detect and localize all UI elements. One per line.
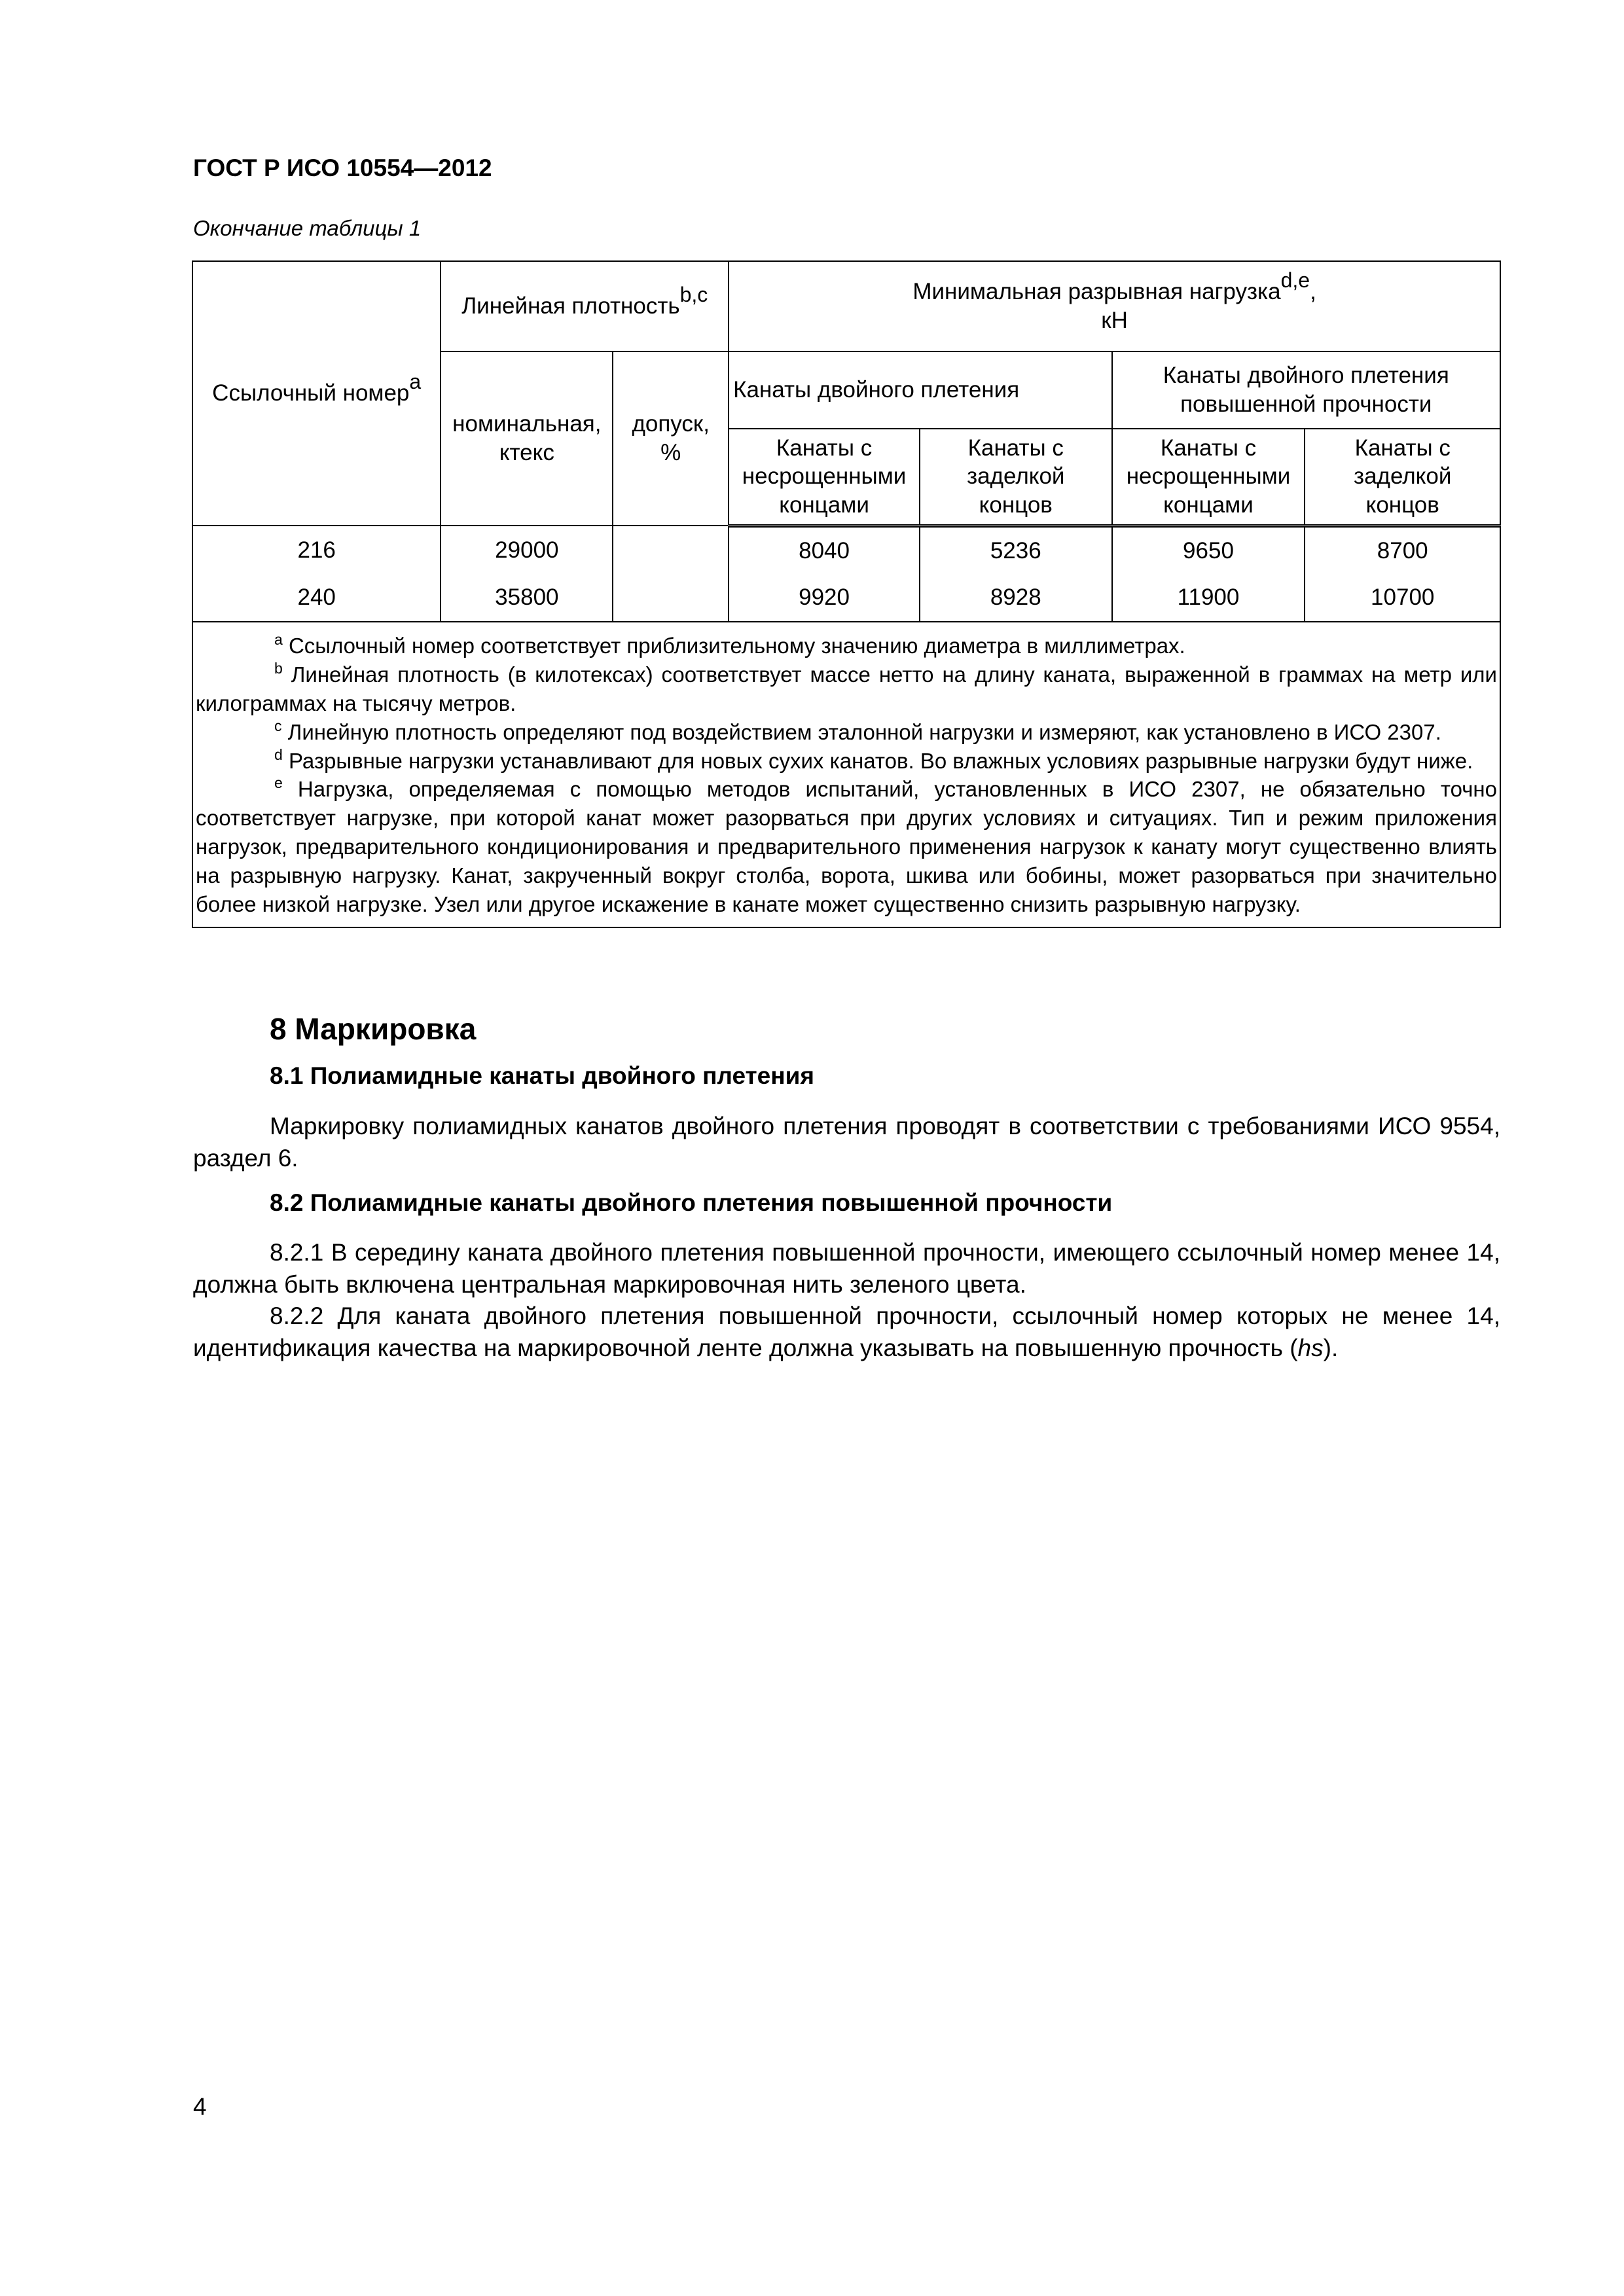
paragraph-8-2-2-end: ). — [1323, 1334, 1339, 1361]
hs-terminated-l2: заделкой — [1354, 463, 1452, 490]
db-unspliced-header — [729, 429, 920, 526]
linear-density-footnote-mark: b,c — [679, 283, 708, 307]
cell-tolerance — [613, 574, 729, 622]
table-note — [196, 718, 1497, 747]
cell-hs-unspliced: 9650 — [1112, 526, 1305, 574]
cell-db-unspliced: 8040 — [729, 526, 920, 574]
nominal-label: номинальная, — [452, 411, 602, 437]
min-break-load-footnote-mark: d,e — [1280, 268, 1310, 293]
rope-spec-table — [192, 260, 1501, 928]
paragraph-8-2-1: 8.2.1 В середину каната двойного плетения повышенной прочности, имеющего ссылочный номер менее 14, должна быть включена центральная маркировочная нить зеленого цвета. — [193, 1239, 1500, 1298]
table-note — [196, 747, 1497, 776]
hs-unspliced-l2: несрощенными — [1126, 463, 1291, 490]
double-braid-hs-header — [1112, 351, 1500, 429]
page-number: 4 — [193, 2093, 207, 2120]
hs-abbreviation: hs — [1297, 1334, 1324, 1361]
note-mark: d — [274, 745, 283, 763]
table-row — [192, 574, 1500, 622]
ref-number-label: Ссылочный номер — [212, 380, 410, 406]
table-note — [196, 632, 1497, 660]
hs-terminated-header — [1305, 429, 1500, 526]
nominal-header — [441, 351, 613, 526]
note-mark: b — [274, 659, 283, 677]
min-break-load-label: Минимальная разрывная нагрузка — [912, 279, 1281, 305]
section-title: 8 Маркировка — [270, 1012, 477, 1046]
double-braid-hs-line2: повышенной прочности — [1180, 391, 1432, 417]
hs-unspliced-header — [1112, 429, 1305, 526]
table-notes — [192, 622, 1500, 927]
cell-db-unspliced: 9920 — [729, 574, 920, 622]
document-header: ГОСТ Р ИСО 10554—2012 — [193, 154, 492, 181]
cell-hs-terminated: 8700 — [1305, 526, 1500, 574]
cell-nominal: 29000 — [441, 526, 613, 574]
linear-density-label: Линейная плотность — [461, 293, 680, 319]
cell-ref: 240 — [192, 574, 441, 622]
ref-number-footnote-mark: a — [409, 370, 422, 394]
cell-nominal: 35800 — [441, 574, 613, 622]
tolerance-label: допуск, — [632, 411, 710, 437]
paragraph-8-2-2 — [193, 1300, 1500, 1365]
subsection-title-8-1: 8.1 Полиамидные канаты двойного плетения — [270, 1062, 814, 1089]
cell-ref: 216 — [192, 526, 441, 574]
note-text: Разрывные нагрузки устанавливают для новых сухих канатов. Во влажных условиях разрывные нагрузки будут ниже. — [288, 748, 1473, 773]
cell-hs-terminated: 10700 — [1305, 574, 1500, 622]
tolerance-header — [613, 351, 729, 526]
cell-hs-unspliced: 11900 — [1112, 574, 1305, 622]
tolerance-unit: % — [660, 440, 681, 465]
cell-tolerance — [613, 526, 729, 574]
db-terminated-header — [920, 429, 1112, 526]
table-note — [196, 660, 1497, 718]
note-text: Нагрузка, определяемая с помощью методов испытаний, установленных в ИСО 2307, не обязательно точно соответствует нагрузке, при которой канат может разорваться при других условиях и ситуациях. Тип и режим приложения нагрузок, предварительного кондиционирования и предварительного применения нагрузок к канату могут существенно влиять на разрывную нагрузку. Канат, закрученный вокруг столба, ворота, шкива или бобины, может разорваться при значительно более низкой нагрузке. Узел или другое искажение в канате может существенно снизить разрывную нагрузку. — [196, 777, 1497, 916]
db-unspliced-l1: Канаты с — [776, 435, 873, 461]
table-caption: Окончание таблицы 1 — [193, 216, 422, 240]
subsection-title-8-2: 8.2 Полиамидные канаты двойного плетения повышенной прочности — [270, 1189, 1113, 1216]
db-terminated-l3: концов — [979, 492, 1053, 518]
cell-db-terminated: 8928 — [920, 574, 1112, 622]
table-row — [192, 526, 1500, 574]
hs-terminated-l3: концов — [1365, 492, 1439, 518]
min-break-load-header — [729, 261, 1500, 351]
paragraph-8-1: Маркировку полиамидных канатов двойного плетения проводят в соответствии с требованиями ИСО 9554, раздел 6. — [193, 1113, 1500, 1172]
notes-row — [192, 622, 1500, 927]
note-text: Ссылочный номер соответствует приблизительному значению диаметра в миллиметрах. — [288, 634, 1185, 658]
note-mark: c — [274, 717, 282, 734]
linear-density-header — [441, 261, 729, 351]
note-text: Линейную плотность определяют под воздействием эталонной нагрузки и измеряют, как установлено в ИСО 2307. — [287, 719, 1441, 744]
hs-unspliced-l1: Канаты с — [1160, 435, 1257, 461]
cell-db-terminated: 5236 — [920, 526, 1112, 574]
ref-number-header — [192, 261, 441, 526]
min-break-load-unit: кН — [1101, 308, 1128, 333]
min-break-load-comma: , — [1310, 279, 1316, 305]
table-note — [196, 775, 1497, 918]
nominal-unit: ктекс — [499, 440, 554, 465]
double-braid-header: Канаты двойного плетения — [729, 351, 1111, 429]
note-text: Линейная плотность (в килотексах) соответствует массе нетто на длину каната, выраженной в граммах на метр или килограммах на тысячу метров. — [196, 662, 1497, 715]
db-terminated-l1: Канаты с — [967, 435, 1064, 461]
header-row-1 — [192, 261, 1500, 351]
hs-unspliced-l3: концами — [1163, 492, 1254, 518]
db-terminated-l2: заделкой — [967, 463, 1065, 490]
db-unspliced-l3: концами — [779, 492, 869, 518]
double-braid-hs-line1: Канаты двойного плетения — [1163, 363, 1449, 389]
paragraph-8-2-2-text: 8.2.2 Для каната двойного плетения повышенной прочности, ссылочный номер которых не менее 14, идентификация качества на маркировочной ленте должна указывать на повышенную прочность ( — [193, 1302, 1500, 1361]
hs-terminated-l1: Канаты с — [1354, 435, 1451, 461]
db-unspliced-l2: несрощенными — [742, 463, 907, 490]
note-mark: e — [274, 774, 283, 792]
note-mark: a — [274, 631, 283, 648]
